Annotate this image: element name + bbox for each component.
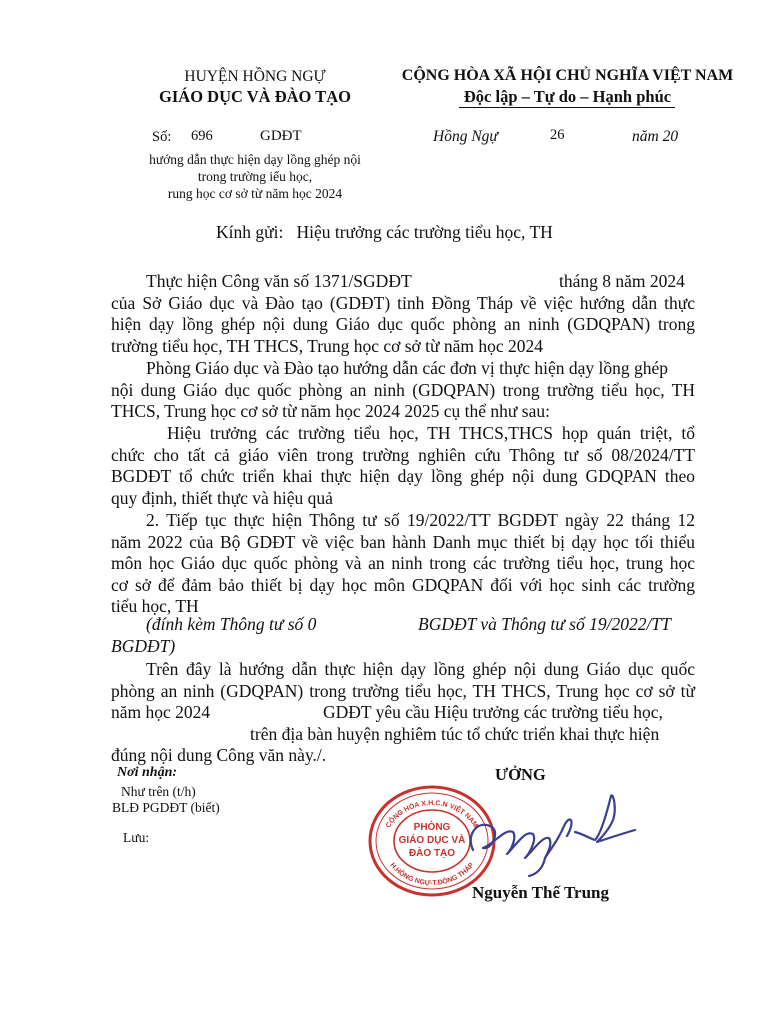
p3-line-4: quy định, thiết thực và hiệu quả bbox=[111, 487, 333, 508]
national-title: CỘNG HÒA XÃ HỘI CHỦ NGHĨA VIỆT NAM bbox=[401, 67, 734, 84]
place-name: Hồng Ngự bbox=[433, 128, 498, 145]
doc-subject bbox=[105, 151, 405, 202]
paragraph-1 bbox=[111, 271, 695, 357]
recipient-item: BLĐ PGDĐT (biết) bbox=[112, 800, 220, 815]
recipient-item: Như trên (t/h) bbox=[121, 784, 196, 799]
stamp-ring-text: CỘNG HÒA X.H.C.N VIỆT NAM bbox=[385, 799, 479, 830]
paragraph-5 bbox=[111, 659, 695, 767]
attach-line-1 bbox=[111, 614, 695, 636]
attach-line-1a: (đính kèm Thông tư số 0 bbox=[146, 614, 317, 634]
recipients-label: Nơi nhận: bbox=[117, 765, 178, 780]
paragraph-4 bbox=[111, 510, 695, 618]
p5-line-1: Trên đây là hướng dẫn thực hiện dạy lồng ghép nội dung Giáo dục quốc bbox=[146, 659, 695, 679]
p4-line-1: 2. Tiếp tục thực hiện Thông tư số 19/2022/TT BGDĐT ngày 22 tháng 12 bbox=[146, 510, 695, 530]
date-day: 26 bbox=[550, 127, 565, 143]
stamp-center-line: ĐÀO TẠO bbox=[408, 848, 456, 859]
recipient-line bbox=[216, 222, 553, 243]
p5-line-4 bbox=[111, 724, 695, 746]
p4-line-2: năm 2022 của Bộ GDĐT về việc ban hành Danh mục thiết bị dạy học tối thiểu bbox=[111, 531, 695, 552]
department-name: GIÁO DỤC VÀ ĐÀO TẠO bbox=[159, 87, 351, 106]
p3-line-3: BGDĐT tổ chức triển khai thực hiện dạy lồng ghép nội dung GDQPAN theo bbox=[111, 466, 695, 486]
stamp-bottom-text: H.HỒNG NGỰ-T.ĐỒNG THÁP bbox=[388, 861, 476, 888]
p3-line-1: Hiệu trưởng các trường tiểu học, TH THCS,THCS họp quán triệt, tổ bbox=[167, 423, 695, 443]
p1-line-4: trường tiểu học, TH THCS, Trung học cơ sở từ năm học 2024 bbox=[111, 335, 544, 356]
paragraph-3 bbox=[111, 423, 695, 509]
p4-line-3: môn học Giáo dục quốc phòng và an ninh trong các trường tiểu học, trung học bbox=[111, 553, 695, 573]
p5-line-3b: GDĐT yêu cầu Hiệu trưởng các trường tiểu học, bbox=[323, 702, 663, 722]
handwritten-signature bbox=[425, 788, 650, 878]
doc-code: GDĐT bbox=[260, 128, 302, 144]
p5-line-3 bbox=[111, 702, 695, 724]
recipient-label: Kính gửi: bbox=[216, 222, 284, 242]
p3-line-2: chức cho tất cả giáo viên trong trường nghiên cứu Thông tư số 08/2024/TT bbox=[111, 444, 695, 465]
subject-line: hướng dẫn thực hiện dạy lồng ghép nội bbox=[149, 152, 361, 167]
attachment-note bbox=[111, 614, 695, 657]
p2-line-3: THCS, Trung học cơ sở từ năm học 2024 2025 cụ thể như sau: bbox=[111, 401, 550, 421]
p5-line-2: phòng an ninh (GDQPAN) trong trường tiểu học, TH THCS, Trung học cơ sở từ bbox=[111, 680, 695, 701]
recipient-item: Lưu: bbox=[123, 830, 150, 845]
attach-line-1b: BGDĐT và Thông tư số 19/2022/TT bbox=[418, 614, 671, 634]
signer-name: Nguyễn Thế Trung bbox=[472, 883, 609, 902]
agency-name: HUYỆN HỒNG NGỰ bbox=[184, 68, 326, 85]
subject-line: rung học cơ sở từ năm học 2024 bbox=[167, 186, 343, 201]
p4-line-5: tiểu học, TH bbox=[111, 596, 199, 616]
doc-number: 696 bbox=[191, 128, 213, 144]
p2-line-2: nội dung Giáo dục quốc phòng an ninh (GDQPAN) trong trường tiểu học, TH bbox=[111, 379, 695, 400]
stamp-center-line: PHÒNG bbox=[413, 822, 451, 833]
subject-line: trong trường iểu học, bbox=[197, 169, 313, 184]
signer-title: ƯỞNG bbox=[495, 765, 546, 784]
stamp-center-line: GIÁO DỤC VÀ bbox=[398, 835, 466, 846]
p5-line-5: đúng nội dung Công văn này./. bbox=[111, 745, 327, 765]
p1-line-1b: tháng 8 năm 2024 bbox=[559, 271, 685, 291]
p2-line-1: Phòng Giáo dục và Đào tạo hướng dẫn các đơn vị thực hiện dạy lồng ghép bbox=[146, 358, 669, 378]
date-year: năm 20 bbox=[632, 128, 679, 145]
p1-line-2: của Sở Giáo dục và Đào tạo (GDĐT) tỉnh Đồng Tháp về việc hướng dẫn thực bbox=[111, 292, 695, 313]
p1-line-1a: Thực hiện Công văn số 1371/SGDĐT bbox=[146, 271, 412, 291]
p5-line-3a: năm học 2024 bbox=[111, 702, 211, 722]
title-underline bbox=[459, 107, 675, 108]
national-motto: Độc lập – Tự do – Hạnh phúc bbox=[463, 87, 672, 106]
attach-line-2: BGDĐT) bbox=[111, 635, 176, 656]
p1-line-3: hiện dạy lồng ghép nội dung Giáo dục quốc phòng an ninh (GDQPAN) trong bbox=[111, 314, 695, 334]
p4-line-4: cơ sở để đảm bảo thiết bị dạy học môn GDQPAN đối với học sinh các trường bbox=[111, 574, 695, 595]
doc-number-label: Số: bbox=[152, 129, 172, 145]
paragraph-2 bbox=[111, 358, 695, 423]
signature-graphic bbox=[425, 788, 650, 878]
p5-line-4-text: trên địa bàn huyện nghiêm túc tổ chức triển khai thực hiện bbox=[250, 723, 660, 744]
recipient-text: Hiệu trưởng các trường tiểu học, TH bbox=[296, 222, 553, 242]
p1-line-1 bbox=[111, 271, 695, 293]
